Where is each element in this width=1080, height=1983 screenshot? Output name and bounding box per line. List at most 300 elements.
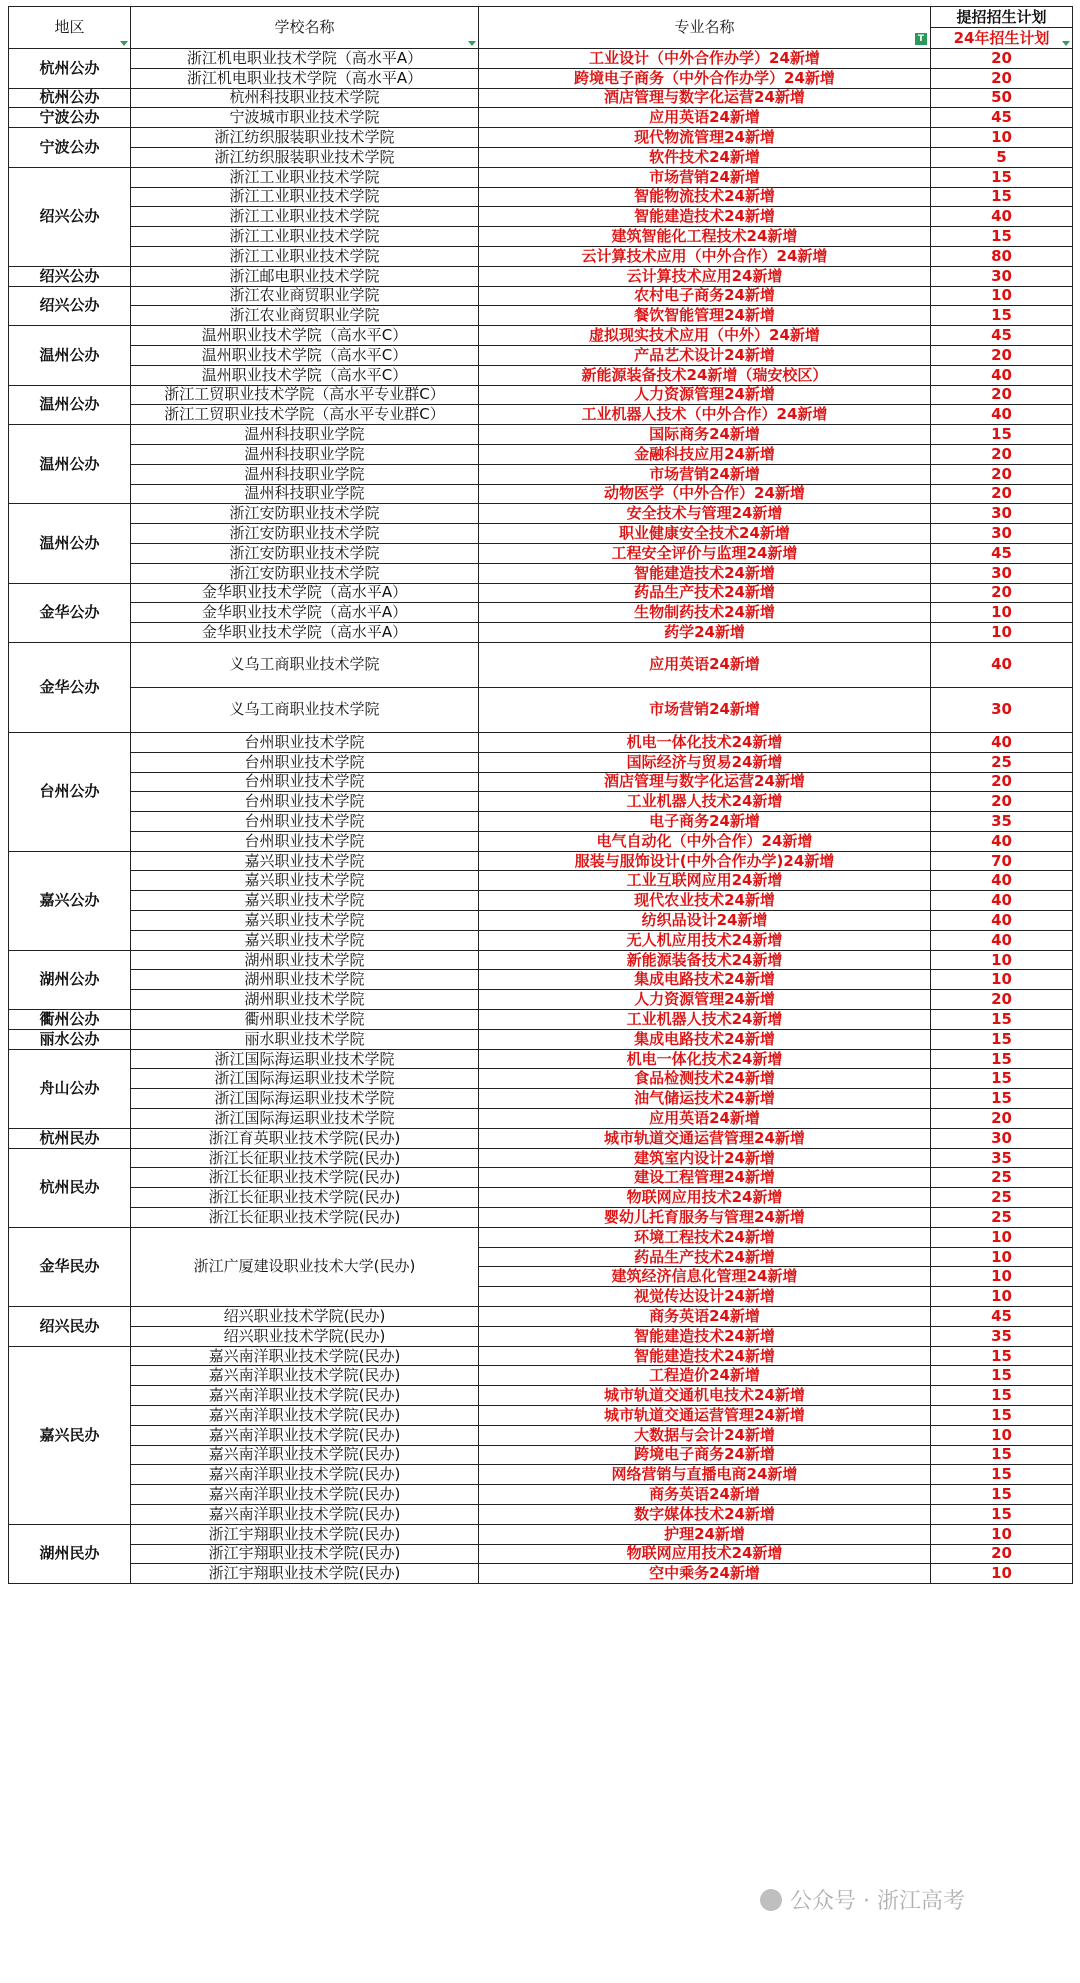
school-cell[interactable]: 湖州职业技术学院	[131, 950, 479, 970]
table-row	[9, 623, 1073, 643]
plan-cell[interactable]: 30	[931, 504, 1073, 524]
school-cell[interactable]: 浙江国际海运职业技术学院	[131, 1089, 479, 1109]
table-row	[9, 345, 1073, 365]
school-cell[interactable]: 浙江安防职业技术学院	[131, 504, 479, 524]
major-cell[interactable]: 数字媒体技术24新增	[479, 1504, 931, 1524]
school-cell[interactable]: 温州科技职业学院	[131, 484, 479, 504]
table-row	[9, 108, 1073, 128]
major-cell[interactable]: 空中乘务24新增	[479, 1564, 931, 1584]
plan-cell[interactable]: 80	[931, 246, 1073, 266]
region-cell[interactable]: 杭州公办	[9, 88, 131, 108]
text-filter-icon[interactable]: T	[915, 33, 927, 45]
school-cell[interactable]: 嘉兴南洋职业技术学院(民办)	[131, 1346, 479, 1366]
school-cell[interactable]: 浙江安防职业技术学院	[131, 524, 479, 544]
major-cell[interactable]: 新能源装备技术24新增（瑞安校区）	[479, 365, 931, 385]
major-cell[interactable]: 服装与服饰设计(中外合作办学)24新增	[479, 851, 931, 871]
plan-cell[interactable]: 45	[931, 1307, 1073, 1327]
major-cell[interactable]: 商务英语24新增	[479, 1485, 931, 1505]
major-cell[interactable]: 跨境电子商务（中外合作办学）24新增	[479, 68, 931, 88]
major-cell[interactable]: 工业设计（中外合作办学）24新增	[479, 49, 931, 69]
major-cell[interactable]: 视觉传达设计24新增	[479, 1287, 931, 1307]
region-header[interactable]: 地区	[9, 7, 131, 49]
region-cell[interactable]: 杭州民办	[9, 1128, 131, 1148]
plan-cell[interactable]: 35	[931, 1148, 1073, 1168]
table-row	[9, 831, 1073, 851]
school-cell[interactable]: 浙江国际海运职业技术学院	[131, 1069, 479, 1089]
school-cell[interactable]: 浙江工贸职业技术学院（高水平专业群C）	[131, 405, 479, 425]
table-row	[9, 990, 1073, 1010]
school-cell[interactable]: 浙江工业职业技术学院	[131, 227, 479, 247]
major-cell[interactable]: 智能建造技术24新增	[479, 1346, 931, 1366]
major-cell[interactable]: 餐饮智能管理24新增	[479, 306, 931, 326]
school-header[interactable]: 学校名称	[131, 7, 479, 49]
major-cell[interactable]: 机电一体化技术24新增	[479, 1049, 931, 1069]
major-cell[interactable]: 商务英语24新增	[479, 1307, 931, 1327]
school-cell[interactable]: 嘉兴南洋职业技术学院(民办)	[131, 1465, 479, 1485]
region-cell[interactable]: 衢州公办	[9, 1010, 131, 1030]
school-cell[interactable]: 嘉兴职业技术学院	[131, 911, 479, 931]
table-row	[9, 1366, 1073, 1386]
school-cell[interactable]: 浙江邮电职业技术学院	[131, 266, 479, 286]
table-row	[9, 405, 1073, 425]
table-row	[9, 49, 1073, 69]
major-cell[interactable]: 国际经济与贸易24新增	[479, 752, 931, 772]
school-cell[interactable]: 浙江国际海运职业技术学院	[131, 1109, 479, 1129]
major-cell[interactable]: 药品生产技术24新增	[479, 1247, 931, 1267]
major-cell[interactable]: 软件技术24新增	[479, 147, 931, 167]
plan-cell[interactable]: 20	[931, 464, 1073, 484]
plan-cell[interactable]: 25	[931, 752, 1073, 772]
school-cell[interactable]: 嘉兴南洋职业技术学院(民办)	[131, 1386, 479, 1406]
major-cell[interactable]: 云计算技术应用24新增	[479, 266, 931, 286]
school-cell[interactable]: 台州职业技术学院	[131, 812, 479, 832]
major-cell[interactable]: 现代物流管理24新增	[479, 128, 931, 148]
plan-cell[interactable]: 45	[931, 326, 1073, 346]
school-cell[interactable]: 宁波城市职业技术学院	[131, 108, 479, 128]
major-cell[interactable]: 智能建造技术24新增	[479, 1326, 931, 1346]
major-cell[interactable]: 建筑智能化工程技术24新增	[479, 227, 931, 247]
major-cell[interactable]: 市场营销24新增	[479, 167, 931, 187]
plan-cell[interactable]: 20	[931, 385, 1073, 405]
plan-cell[interactable]: 25	[931, 1208, 1073, 1228]
school-cell[interactable]: 台州职业技术学院	[131, 831, 479, 851]
plan-cell[interactable]: 15	[931, 1089, 1073, 1109]
table-row	[9, 812, 1073, 832]
plan-cell[interactable]: 35	[931, 812, 1073, 832]
major-cell[interactable]: 生物制药技术24新增	[479, 603, 931, 623]
major-cell[interactable]: 应用英语24新增	[479, 642, 931, 687]
school-cell[interactable]: 台州职业技术学院	[131, 732, 479, 752]
plan-cell[interactable]: 10	[931, 128, 1073, 148]
plan-cell[interactable]: 70	[931, 851, 1073, 871]
school-cell[interactable]: 温州科技职业学院	[131, 444, 479, 464]
region-cell[interactable]: 杭州公办	[9, 49, 131, 89]
plan-cell[interactable]: 10	[931, 1247, 1073, 1267]
plan-cell[interactable]: 10	[931, 1425, 1073, 1445]
plan-cell[interactable]: 30	[931, 524, 1073, 544]
school-cell[interactable]: 湖州职业技术学院	[131, 970, 479, 990]
major-cell[interactable]: 市场营销24新增	[479, 464, 931, 484]
major-cell[interactable]: 集成电路技术24新增	[479, 1029, 931, 1049]
school-cell[interactable]: 浙江机电职业技术学院（高水平A）	[131, 49, 479, 69]
school-cell[interactable]: 金华职业技术学院（高水平A）	[131, 623, 479, 643]
filter-dropdown-icon[interactable]	[468, 41, 476, 46]
plan-cell[interactable]: 10	[931, 970, 1073, 990]
table-row	[9, 563, 1073, 583]
table-row	[9, 128, 1073, 148]
school-cell[interactable]: 金华职业技术学院（高水平A）	[131, 603, 479, 623]
region-cell[interactable]: 绍兴公办	[9, 266, 131, 286]
school-cell[interactable]: 义乌工商职业技术学院	[131, 687, 479, 732]
table-row	[9, 1346, 1073, 1366]
school-cell[interactable]: 浙江长征职业技术学院(民办)	[131, 1208, 479, 1228]
region-cell[interactable]: 温州公办	[9, 504, 131, 583]
school-cell[interactable]: 温州科技职业学院	[131, 464, 479, 484]
table-row	[9, 1425, 1073, 1445]
region-cell[interactable]: 温州公办	[9, 385, 131, 425]
table-row	[9, 970, 1073, 990]
major-cell[interactable]: 现代农业技术24新增	[479, 891, 931, 911]
plan-cell[interactable]: 45	[931, 543, 1073, 563]
table-row	[9, 1188, 1073, 1208]
region-cell[interactable]: 丽水公办	[9, 1029, 131, 1049]
school-cell[interactable]: 温州科技职业学院	[131, 425, 479, 445]
major-cell[interactable]: 婴幼儿托育服务与管理24新增	[479, 1208, 931, 1228]
school-cell[interactable]: 绍兴职业技术学院(民办)	[131, 1326, 479, 1346]
school-cell[interactable]: 台州职业技术学院	[131, 752, 479, 772]
major-cell[interactable]: 机电一体化技术24新增	[479, 732, 931, 752]
major-cell[interactable]: 物联网应用技术24新增	[479, 1188, 931, 1208]
table-row	[9, 871, 1073, 891]
table-row	[9, 1504, 1073, 1524]
table-row	[9, 464, 1073, 484]
region-cell[interactable]: 舟山公办	[9, 1049, 131, 1128]
school-cell[interactable]: 绍兴职业技术学院(民办)	[131, 1307, 479, 1327]
plan-cell[interactable]: 40	[931, 891, 1073, 911]
major-cell[interactable]: 工业机器人技术24新增	[479, 1010, 931, 1030]
major-cell[interactable]: 云计算技术应用（中外合作）24新增	[479, 246, 931, 266]
major-cell[interactable]: 环境工程技术24新增	[479, 1227, 931, 1247]
major-cell[interactable]: 药学24新增	[479, 623, 931, 643]
major-cell[interactable]: 虚拟现实技术应用（中外）24新增	[479, 326, 931, 346]
school-cell[interactable]: 浙江长征职业技术学院(民办)	[131, 1168, 479, 1188]
school-cell[interactable]: 浙江工业职业技术学院	[131, 246, 479, 266]
school-cell[interactable]: 金华职业技术学院（高水平A）	[131, 583, 479, 603]
school-cell[interactable]: 浙江安防职业技术学院	[131, 563, 479, 583]
plan-cell[interactable]: 20	[931, 792, 1073, 812]
major-cell[interactable]: 安全技术与管理24新增	[479, 504, 931, 524]
school-cell[interactable]: 浙江广厦建设职业技术大学(民办)	[131, 1227, 479, 1306]
school-cell[interactable]: 嘉兴南洋职业技术学院(民办)	[131, 1425, 479, 1445]
major-cell[interactable]: 智能建造技术24新增	[479, 207, 931, 227]
school-cell[interactable]: 浙江农业商贸职业学院	[131, 306, 479, 326]
table-row	[9, 1148, 1073, 1168]
major-cell[interactable]: 职业健康安全技术24新增	[479, 524, 931, 544]
plan-cell[interactable]: 30	[931, 687, 1073, 732]
major-cell[interactable]: 建设工程管理24新增	[479, 1168, 931, 1188]
major-cell[interactable]: 酒店管理与数字化运营24新增	[479, 88, 931, 108]
plan-cell[interactable]: 15	[931, 1406, 1073, 1426]
plan-cell[interactable]: 15	[931, 1445, 1073, 1465]
plan-header[interactable]	[931, 7, 1073, 49]
school-cell[interactable]: 台州职业技术学院	[131, 772, 479, 792]
school-cell[interactable]: 丽水职业技术学院	[131, 1029, 479, 1049]
school-cell[interactable]: 浙江农业商贸职业学院	[131, 286, 479, 306]
school-cell[interactable]: 浙江国际海运职业技术学院	[131, 1049, 479, 1069]
school-cell[interactable]: 浙江工业职业技术学院	[131, 187, 479, 207]
major-cell[interactable]: 应用英语24新增	[479, 108, 931, 128]
major-cell[interactable]: 工程造价24新增	[479, 1366, 931, 1386]
plan-cell[interactable]: 40	[931, 930, 1073, 950]
table-row	[9, 851, 1073, 871]
plan-cell[interactable]: 35	[931, 1326, 1073, 1346]
major-header[interactable]: 专业名称 T	[479, 7, 931, 49]
plan-cell[interactable]: 40	[931, 365, 1073, 385]
plan-cell[interactable]: 30	[931, 563, 1073, 583]
plan-cell[interactable]: 15	[931, 1010, 1073, 1030]
school-cell[interactable]: 衢州职业技术学院	[131, 1010, 479, 1030]
school-cell[interactable]: 嘉兴南洋职业技术学院(民办)	[131, 1366, 479, 1386]
school-cell[interactable]: 浙江工贸职业技术学院（高水平专业群C）	[131, 385, 479, 405]
major-cell[interactable]: 跨境电子商务24新增	[479, 1445, 931, 1465]
plan-cell[interactable]: 20	[931, 1544, 1073, 1564]
plan-cell[interactable]: 15	[931, 167, 1073, 187]
major-cell[interactable]: 工业机器人技术24新增	[479, 792, 931, 812]
plan-cell[interactable]: 10	[931, 950, 1073, 970]
plan-cell[interactable]: 20	[931, 772, 1073, 792]
major-cell[interactable]: 城市轨道交通运营管理24新增	[479, 1128, 931, 1148]
plan-cell[interactable]: 40	[931, 642, 1073, 687]
school-cell[interactable]: 嘉兴南洋职业技术学院(民办)	[131, 1504, 479, 1524]
plan-cell[interactable]: 40	[931, 911, 1073, 931]
school-cell[interactable]: 浙江纺织服装职业技术学院	[131, 147, 479, 167]
plan-cell[interactable]: 15	[931, 1069, 1073, 1089]
school-cell[interactable]: 浙江宇翔职业技术学院(民办)	[131, 1544, 479, 1564]
table-row	[9, 752, 1073, 772]
school-cell[interactable]: 浙江长征职业技术学院(民办)	[131, 1188, 479, 1208]
region-cell[interactable]: 杭州民办	[9, 1148, 131, 1227]
plan-cell[interactable]: 15	[931, 187, 1073, 207]
major-cell[interactable]: 产品艺术设计24新增	[479, 345, 931, 365]
plan-cell[interactable]: 15	[931, 1485, 1073, 1505]
school-cell[interactable]: 湖州职业技术学院	[131, 990, 479, 1010]
table-row	[9, 1049, 1073, 1069]
filter-dropdown-icon[interactable]	[120, 41, 128, 46]
plan-cell[interactable]: 10	[931, 1564, 1073, 1584]
plan-cell[interactable]: 15	[931, 1465, 1073, 1485]
plan-cell[interactable]: 20	[931, 345, 1073, 365]
school-cell[interactable]: 浙江工业职业技术学院	[131, 167, 479, 187]
major-cell[interactable]: 智能物流技术24新增	[479, 187, 931, 207]
plan-cell[interactable]: 10	[931, 286, 1073, 306]
plan-cell[interactable]: 50	[931, 88, 1073, 108]
region-cell[interactable]: 金华民办	[9, 1227, 131, 1306]
table-row	[9, 1227, 1073, 1247]
major-cell[interactable]: 电子商务24新增	[479, 812, 931, 832]
school-cell[interactable]: 浙江育英职业技术学院(民办)	[131, 1128, 479, 1148]
major-cell[interactable]: 建筑室内设计24新增	[479, 1148, 931, 1168]
plan-cell[interactable]: 10	[931, 1287, 1073, 1307]
plan-cell[interactable]: 40	[931, 732, 1073, 752]
major-cell[interactable]: 应用英语24新增	[479, 1109, 931, 1129]
plan-cell[interactable]: 20	[931, 990, 1073, 1010]
major-cell[interactable]: 药品生产技术24新增	[479, 583, 931, 603]
region-cell[interactable]: 金华公办	[9, 642, 131, 732]
major-cell[interactable]: 人力资源管理24新增	[479, 385, 931, 405]
school-cell[interactable]: 浙江工业职业技术学院	[131, 207, 479, 227]
major-cell[interactable]: 网络营销与直播电商24新增	[479, 1465, 931, 1485]
region-cell[interactable]: 绍兴民办	[9, 1307, 131, 1347]
table-body	[9, 49, 1073, 1584]
plan-cell[interactable]: 15	[931, 306, 1073, 326]
major-cell[interactable]: 电气自动化（中外合作）24新增	[479, 831, 931, 851]
school-cell[interactable]: 温州职业技术学院（高水平C）	[131, 365, 479, 385]
major-cell[interactable]: 城市轨道交通机电技术24新增	[479, 1386, 931, 1406]
plan-cell[interactable]: 15	[931, 1049, 1073, 1069]
region-cell[interactable]: 嘉兴民办	[9, 1346, 131, 1524]
plan-cell[interactable]: 20	[931, 49, 1073, 69]
table-row	[9, 950, 1073, 970]
plan-cell[interactable]: 40	[931, 831, 1073, 851]
school-cell[interactable]: 浙江长征职业技术学院(民办)	[131, 1148, 479, 1168]
plan-cell[interactable]: 15	[931, 425, 1073, 445]
plan-cell[interactable]: 10	[931, 1227, 1073, 1247]
table-row	[9, 1010, 1073, 1030]
school-cell[interactable]: 浙江宇翔职业技术学院(民办)	[131, 1564, 479, 1584]
plan-cell[interactable]: 10	[931, 1524, 1073, 1544]
major-cell[interactable]: 物联网应用技术24新增	[479, 1544, 931, 1564]
region-cell[interactable]: 宁波公办	[9, 108, 131, 128]
region-cell[interactable]: 宁波公办	[9, 128, 131, 168]
school-cell[interactable]: 嘉兴南洋职业技术学院(民办)	[131, 1485, 479, 1505]
plan-cell[interactable]: 15	[931, 1504, 1073, 1524]
plan-cell[interactable]: 20	[931, 583, 1073, 603]
table-row	[9, 1069, 1073, 1089]
plan-cell[interactable]: 15	[931, 1029, 1073, 1049]
plan-cell[interactable]: 45	[931, 108, 1073, 128]
region-cell[interactable]: 湖州公办	[9, 950, 131, 1009]
school-cell[interactable]: 温州职业技术学院（高水平C）	[131, 326, 479, 346]
filter-dropdown-icon[interactable]	[1062, 41, 1070, 46]
school-cell[interactable]: 浙江纺织服装职业技术学院	[131, 128, 479, 148]
school-cell[interactable]: 嘉兴南洋职业技术学院(民办)	[131, 1445, 479, 1465]
school-cell[interactable]: 嘉兴南洋职业技术学院(民办)	[131, 1406, 479, 1426]
major-cell[interactable]: 集成电路技术24新增	[479, 970, 931, 990]
plan-cell[interactable]: 30	[931, 1128, 1073, 1148]
plan-cell[interactable]: 40	[931, 871, 1073, 891]
school-cell[interactable]: 杭州科技职业技术学院	[131, 88, 479, 108]
plan-cell[interactable]: 10	[931, 623, 1073, 643]
plan-cell[interactable]: 30	[931, 266, 1073, 286]
plan-cell[interactable]: 40	[931, 207, 1073, 227]
region-cell[interactable]: 温州公办	[9, 326, 131, 385]
major-cell[interactable]: 新能源装备技术24新增	[479, 950, 931, 970]
table-row	[9, 1564, 1073, 1584]
region-cell[interactable]: 湖州民办	[9, 1524, 131, 1583]
plan-cell[interactable]: 15	[931, 1366, 1073, 1386]
major-cell[interactable]: 金融科技应用24新增	[479, 444, 931, 464]
table-row	[9, 385, 1073, 405]
table-row	[9, 1386, 1073, 1406]
school-cell[interactable]: 浙江安防职业技术学院	[131, 543, 479, 563]
school-cell[interactable]: 浙江机电职业技术学院（高水平A）	[131, 68, 479, 88]
plan-cell[interactable]: 25	[931, 1188, 1073, 1208]
table-row	[9, 1029, 1073, 1049]
region-cell[interactable]: 温州公办	[9, 425, 131, 504]
major-cell[interactable]: 动物医学（中外合作）24新增	[479, 484, 931, 504]
table-row	[9, 732, 1073, 752]
table-row	[9, 425, 1073, 445]
major-cell[interactable]: 农村电子商务24新增	[479, 286, 931, 306]
major-cell[interactable]: 大数据与会计24新增	[479, 1425, 931, 1445]
major-cell[interactable]: 工业互联网应用24新增	[479, 871, 931, 891]
plan-cell[interactable]: 15	[931, 1386, 1073, 1406]
table-row	[9, 1168, 1073, 1188]
plan-cell[interactable]: 40	[931, 405, 1073, 425]
region-cell[interactable]: 金华公办	[9, 583, 131, 642]
region-cell[interactable]: 绍兴公办	[9, 167, 131, 266]
table-row	[9, 365, 1073, 385]
plan-cell[interactable]: 20	[931, 1109, 1073, 1129]
table-row	[9, 1109, 1073, 1129]
major-cell[interactable]: 城市轨道交通运营管理24新增	[479, 1406, 931, 1426]
table-row	[9, 687, 1073, 732]
major-cell[interactable]: 油气储运技术24新增	[479, 1089, 931, 1109]
major-cell[interactable]: 工程安全评价与监理24新增	[479, 543, 931, 563]
major-cell[interactable]: 食品检测技术24新增	[479, 1069, 931, 1089]
region-cell[interactable]: 嘉兴公办	[9, 851, 131, 950]
school-cell[interactable]: 嘉兴职业技术学院	[131, 851, 479, 871]
school-cell[interactable]: 嘉兴职业技术学院	[131, 891, 479, 911]
watermark: 公众号 · 浙江高考	[760, 1884, 965, 1915]
major-cell[interactable]: 纺织品设计24新增	[479, 911, 931, 931]
major-cell[interactable]: 国际商务24新增	[479, 425, 931, 445]
table-row	[9, 911, 1073, 931]
major-cell[interactable]: 酒店管理与数字化运营24新增	[479, 772, 931, 792]
plan-cell[interactable]: 20	[931, 444, 1073, 464]
major-cell[interactable]: 智能建造技术24新增	[479, 563, 931, 583]
plan-cell[interactable]: 20	[931, 68, 1073, 88]
plan-header-top: 提招招生计划	[931, 7, 1072, 28]
plan-cell[interactable]: 25	[931, 1168, 1073, 1188]
table-row	[9, 891, 1073, 911]
major-cell[interactable]: 无人机应用技术24新增	[479, 930, 931, 950]
school-cell[interactable]: 义乌工商职业技术学院	[131, 642, 479, 687]
plan-cell[interactable]: 15	[931, 1346, 1073, 1366]
school-cell[interactable]: 嘉兴职业技术学院	[131, 930, 479, 950]
major-cell[interactable]: 人力资源管理24新增	[479, 990, 931, 1010]
plan-cell[interactable]: 10	[931, 1267, 1073, 1287]
table-row	[9, 792, 1073, 812]
major-cell[interactable]: 市场营销24新增	[479, 687, 931, 732]
major-cell[interactable]: 工业机器人技术（中外合作）24新增	[479, 405, 931, 425]
major-cell[interactable]: 建筑经济信息化管理24新增	[479, 1267, 931, 1287]
region-cell[interactable]: 台州公办	[9, 732, 131, 851]
table-row	[9, 147, 1073, 167]
plan-cell[interactable]: 15	[931, 227, 1073, 247]
school-cell[interactable]: 浙江宇翔职业技术学院(民办)	[131, 1524, 479, 1544]
plan-cell[interactable]: 5	[931, 147, 1073, 167]
school-cell[interactable]: 嘉兴职业技术学院	[131, 871, 479, 891]
plan-header-sub: 24年招生计划	[931, 28, 1072, 48]
region-cell[interactable]: 绍兴公办	[9, 286, 131, 326]
plan-cell[interactable]: 10	[931, 603, 1073, 623]
major-cell[interactable]: 护理24新增	[479, 1524, 931, 1544]
school-cell[interactable]: 温州职业技术学院（高水平C）	[131, 345, 479, 365]
plan-cell[interactable]: 20	[931, 484, 1073, 504]
table-row	[9, 187, 1073, 207]
school-cell[interactable]: 台州职业技术学院	[131, 792, 479, 812]
